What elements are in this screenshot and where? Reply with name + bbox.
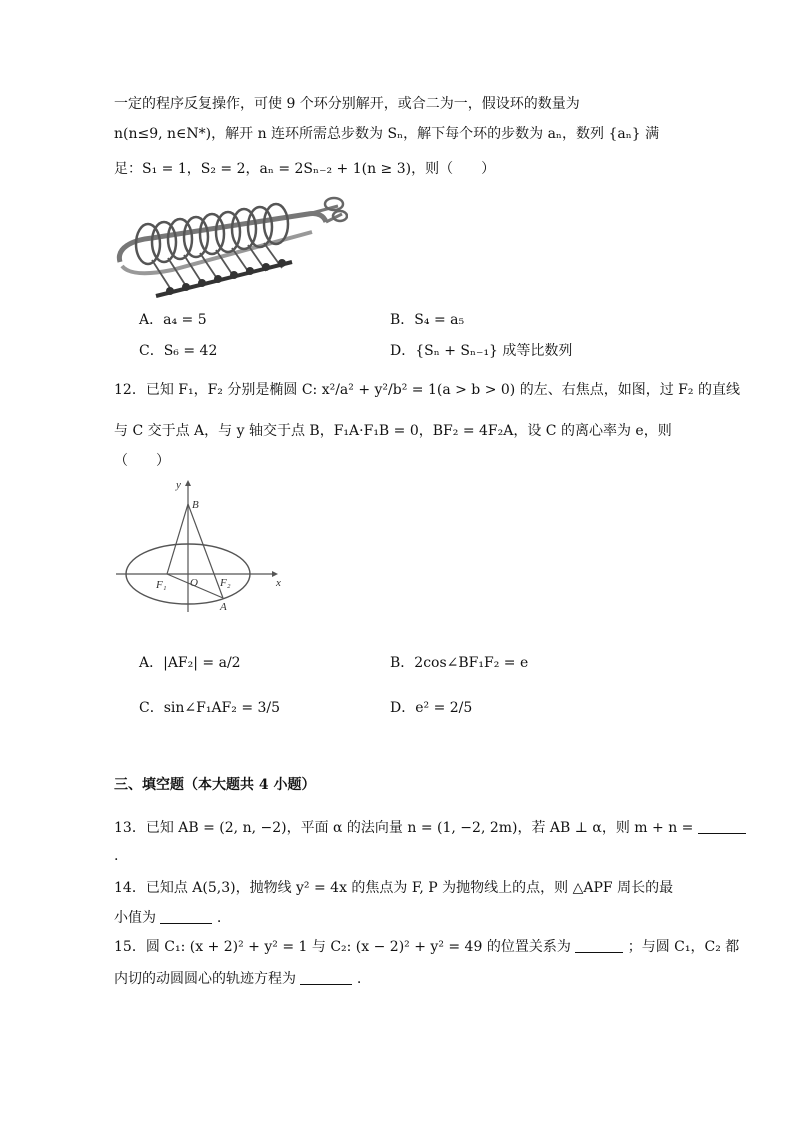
q13-statement: 13．已知 AB = (2, n, −2)，平面 α 的法向量 n = (1, −2, 2m)，若 AB ⊥ α，则 m + n = (114, 820, 694, 836)
q12-option-a: A．|AF₂| = a/2 (139, 655, 241, 671)
label-o: O (190, 577, 198, 589)
q12-option-b: B．2cos∠BF₁F₂ = e (390, 655, 529, 671)
q14-end: . (216, 910, 222, 926)
q11-text-line2: n(n≤9, n∈N*)，解开 n 连环所需总步数为 Sₙ，解下每个环的步数为 aₙ，数列 {aₙ} 满 (114, 126, 660, 142)
q11-option-d: D．{Sₙ + Sₙ₋₁} 成等比数列 (390, 343, 573, 359)
ellipse-diagram (112, 474, 284, 616)
q14-text-line1: 14．已知点 A(5,3)，抛物线 y² = 4x 的焦点为 F, P 为抛物线上的点，则 △APF 周长的最 (114, 880, 674, 896)
label-f2: F₂ (220, 577, 231, 589)
q12-text-line3: （ ） (114, 453, 170, 469)
label-x: x (276, 577, 281, 589)
q12-option-d: D．e² = 2/5 (390, 700, 473, 716)
q15-prompt: 内切的动圆圆心的轨迹方程为 (114, 971, 296, 987)
nine-rings-puzzle-image (112, 192, 348, 302)
q12-text-line1: 12．已知 F₁，F₂ 分别是椭圆 C: x²/a² + y²/b² = 1(a > b > 0) 的左、右焦点，如图，过 F₂ 的直线 (114, 382, 740, 398)
q11-option-a: A．a₄ = 5 (139, 312, 207, 328)
q15-answer-blank-2[interactable] (300, 970, 352, 985)
q11-option-c: C．S₆ = 42 (139, 343, 218, 359)
q14-answer-blank[interactable] (160, 909, 212, 924)
q12-text-line2: 与 C 交于点 A，与 y 轴交于点 B，F₁A·F₁B = 0，BF₂ = 4F₂A，设 C 的离心率为 e，则 (114, 423, 672, 439)
q14-text-line2 (114, 908, 221, 928)
q13-answer-blank[interactable] (698, 819, 746, 834)
label-a: A (220, 601, 227, 613)
label-y: y (176, 479, 181, 491)
q12-option-c: C．sin∠F₁AF₂ = 3/5 (139, 700, 281, 716)
q15-text-line2 (114, 969, 361, 989)
label-b: B (192, 499, 199, 511)
q14-prompt: 小值为 (114, 910, 156, 926)
q11-text-line3: 足：S₁ = 1，S₂ = 2，aₙ = 2Sₙ₋₂ + 1(n ≥ 3)，则（ ） (114, 161, 496, 177)
q11-option-b: B．S₄ = a₅ (390, 312, 465, 328)
q13-text (114, 818, 746, 838)
q15-statement-cont: ；与圆 C₁，C₂ 都 (627, 939, 740, 955)
label-f1: F₁ (156, 579, 167, 591)
q13-tail: . (114, 848, 119, 864)
section-3-heading: 三、填空题（本大题共 4 小题） (114, 777, 316, 793)
q15-end: . (356, 971, 362, 987)
q15-answer-blank-1[interactable] (575, 938, 623, 953)
q15-text-line1 (114, 937, 739, 957)
q11-text-line1: 一定的程序反复操作，可使 9 个环分别解开，或合二为一，假设环的数量为 (114, 96, 580, 112)
q15-statement: 15．圆 C₁: (x + 2)² + y² = 1 与 C₂: (x − 2)² + y² = 49 的位置关系为 (114, 939, 571, 955)
